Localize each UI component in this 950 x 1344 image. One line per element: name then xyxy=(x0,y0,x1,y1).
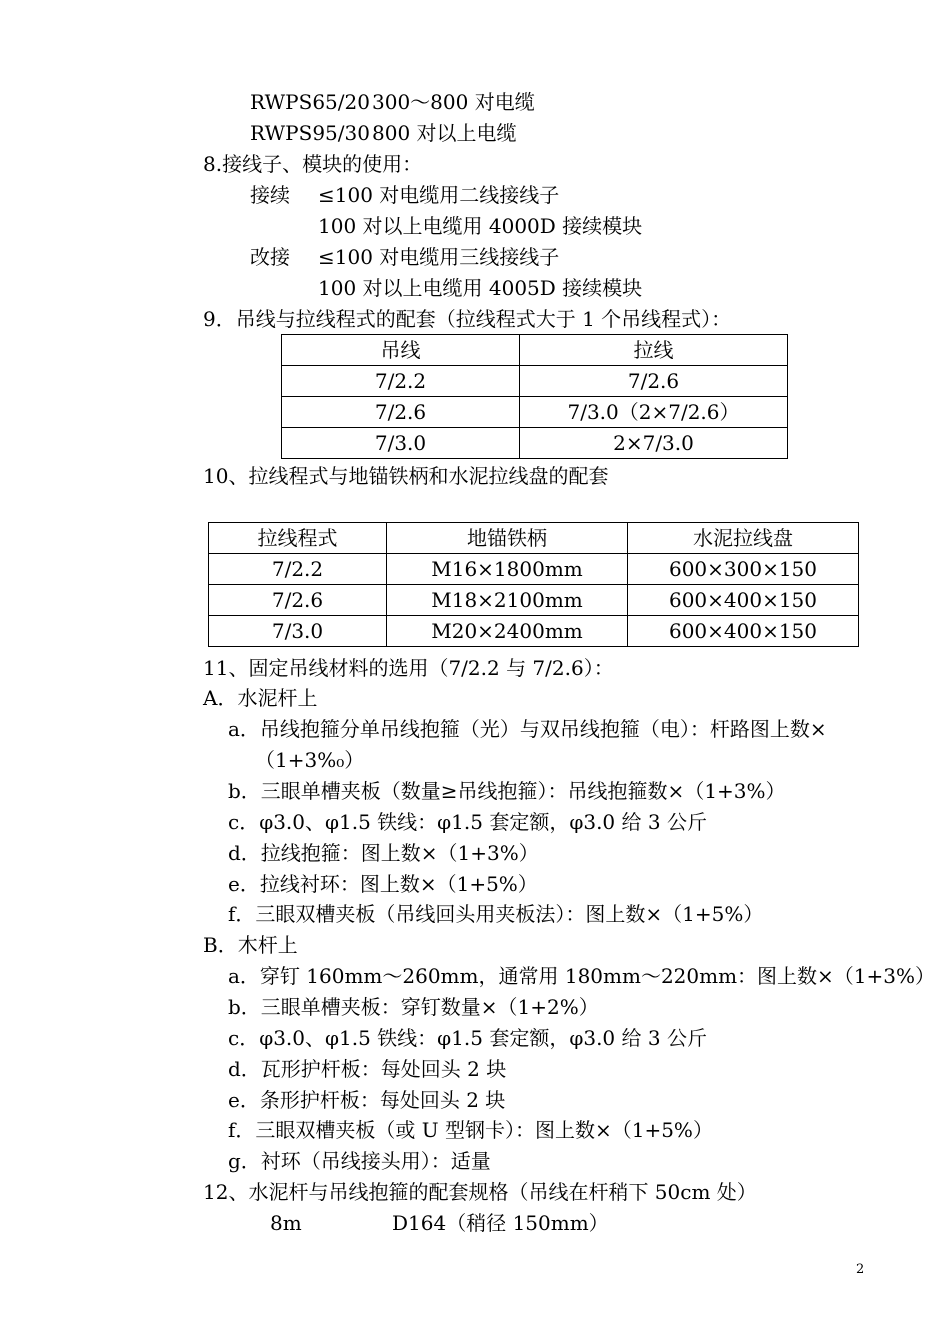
table-row xyxy=(282,397,788,428)
table-row xyxy=(209,616,859,647)
cable-line-spec: 800 对以上电缆 xyxy=(372,121,517,145)
subsection-a-title: A．水泥杆上 xyxy=(203,686,318,710)
list-item: c．φ3.0、φ1.5 铁线：φ1.5 套定额，φ3.0 给 3 公斤 xyxy=(228,810,707,834)
section-11-title: 11、固定吊线材料的选用（7/2.2 与 7/2.6）： xyxy=(203,656,614,680)
section-10-title: 10、拉线程式与地锚铁柄和水泥拉线盘的配套 xyxy=(203,464,609,488)
list-item: b．三眼单槽夹板（数量≥吊线抱箍）：吊线抱箍数×（1+3%） xyxy=(228,779,786,803)
table-header-row xyxy=(282,335,788,366)
clamp-spec: D164（稍径 150mm） xyxy=(392,1211,609,1235)
messenger-guy-table xyxy=(281,334,788,459)
cable-line-spec: 300～800 对电缆 xyxy=(372,90,535,114)
table-cell: 600×400×150 xyxy=(628,585,859,616)
page-number: 2 xyxy=(856,1262,865,1277)
list-item: c．φ3.0、φ1.5 铁线：φ1.5 套定额，φ3.0 给 3 公斤 xyxy=(228,1026,707,1050)
change-item: 100 对以上电缆用 4005D 接续模块 xyxy=(318,276,643,300)
table-header: 拉线 xyxy=(520,335,788,366)
subsection-b-title: B．木杆上 xyxy=(203,933,298,957)
table-header: 拉线程式 xyxy=(209,523,387,554)
table-cell: M16×1800mm xyxy=(387,554,628,585)
table-cell: 7/2.2 xyxy=(209,554,387,585)
table-header: 吊线 xyxy=(282,335,520,366)
table-header: 水泥拉线盘 xyxy=(628,523,859,554)
table-cell: 7/2.6 xyxy=(282,397,520,428)
splice-item: ≤100 对电缆用二线接线子 xyxy=(318,183,560,207)
table-header-row xyxy=(209,523,859,554)
change-item: ≤100 对电缆用三线接线子 xyxy=(318,245,560,269)
table-cell: M20×2400mm xyxy=(387,616,628,647)
change-label: 改接 xyxy=(250,245,290,269)
section-9-title: 9．吊线与拉线程式的配套（拉线程式大于 1 个吊线程式）： xyxy=(203,307,732,331)
list-item: b．三眼单槽夹板：穿钉数量×（1+2%） xyxy=(228,995,599,1019)
list-item: f．三眼双槽夹板（吊线回头用夹板法）：图上数×（1+5%） xyxy=(228,902,764,926)
splice-item: 100 对以上电缆用 4000D 接续模块 xyxy=(318,214,643,238)
table-cell: 600×400×150 xyxy=(628,616,859,647)
table-header: 地锚铁柄 xyxy=(387,523,628,554)
table-cell: 600×300×150 xyxy=(628,554,859,585)
section-12-title: 12、水泥杆与吊线抱箍的配套规格（吊线在杆稍下 50cm 处） xyxy=(203,1180,757,1204)
table-cell: 7/2.6 xyxy=(520,366,788,397)
table-row xyxy=(209,585,859,616)
cable-line-model: RWPS95/30 xyxy=(250,121,370,145)
list-item: g．衬环（吊线接头用）：适量 xyxy=(228,1149,491,1173)
table-cell: 7/3.0 xyxy=(209,616,387,647)
table-cell: 7/2.6 xyxy=(209,585,387,616)
list-item: e．拉线衬环：图上数×（1+5%） xyxy=(228,872,538,896)
cable-line-model: RWPS65/20 xyxy=(250,90,370,114)
pole-height: 8m xyxy=(270,1211,302,1235)
list-item: a．穿钉 160mm～260mm，通常用 180mm～220mm：图上数×（1+3%） xyxy=(228,964,936,988)
section-8-title: 8.接线子、模块的使用： xyxy=(203,152,423,176)
table-cell: M18×2100mm xyxy=(387,585,628,616)
list-item: f．三眼双槽夹板（或 U 型钢卡）：图上数×（1+5%） xyxy=(228,1118,713,1142)
list-item: e．条形护杆板：每处回头 2 块 xyxy=(228,1088,506,1112)
table-cell: 7/2.2 xyxy=(282,366,520,397)
list-item: d．拉线抱箍：图上数×（1+3%） xyxy=(228,841,539,865)
list-item: （1+3%₀） xyxy=(255,748,365,772)
table-cell: 7/3.0 xyxy=(282,428,520,459)
table-cell: 2×7/3.0 xyxy=(520,428,788,459)
table-row xyxy=(282,366,788,397)
splice-label: 接续 xyxy=(250,183,290,207)
list-item: a．吊线抱箍分单吊线抱箍（光）与双吊线抱箍（电）：杆路图上数× xyxy=(228,717,827,741)
table-row xyxy=(209,554,859,585)
guy-anchor-table xyxy=(208,522,859,647)
list-item: d．瓦形护杆板：每处回头 2 块 xyxy=(228,1057,507,1081)
table-row xyxy=(282,428,788,459)
table-cell: 7/3.0（2×7/2.6） xyxy=(520,397,788,428)
